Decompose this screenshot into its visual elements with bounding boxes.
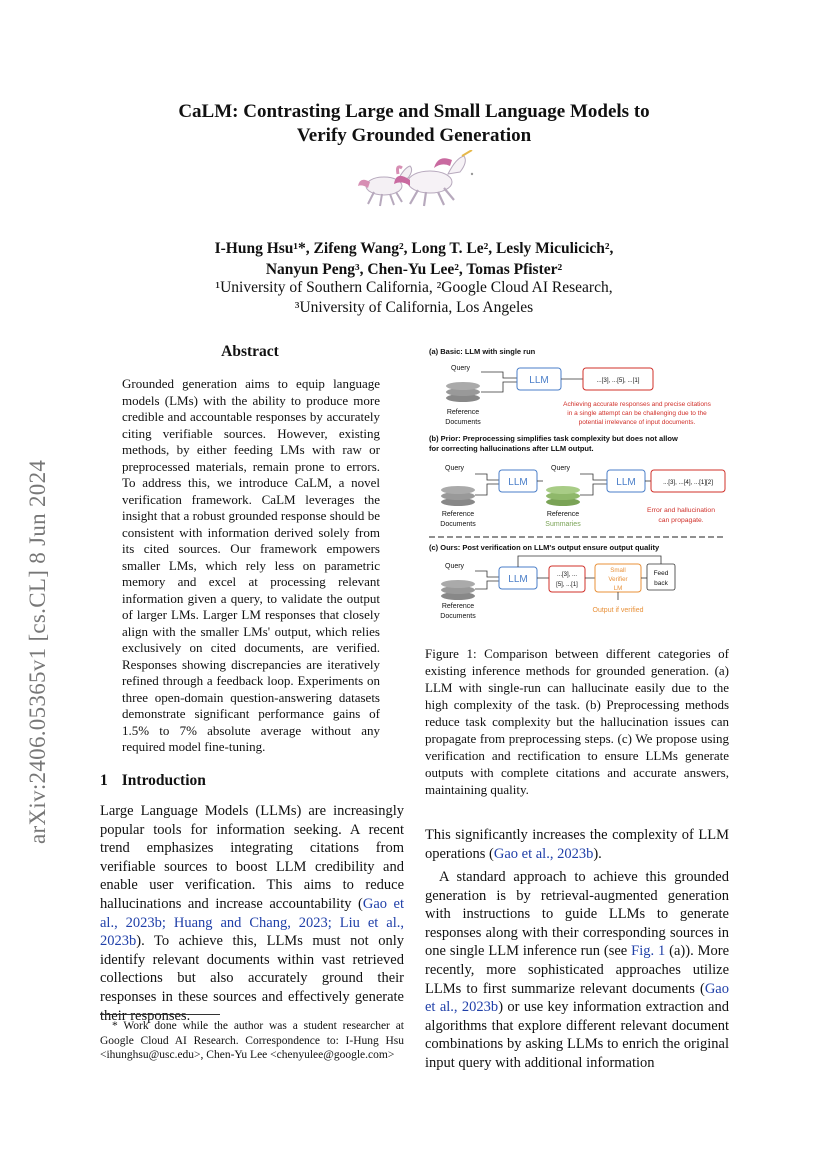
query-label: Query <box>451 365 471 372</box>
affiliations <box>130 278 698 318</box>
panel-a-title: (a) Basic: LLM with single run <box>429 347 536 356</box>
figure-caption: Figure 1: Comparison between different categories of existing inference methods for grounded generation. (a) LLM with single-run can hallucinate easily due to the high complexity of the task. (b) Preprocessing methods reduce task complexity but the hallucination issues can propagate from preprocessing steps. (c) We propose using verification and rectification to ensure LLMs generate outputs with complete citations and accurate answers, maintaining quality. <box>425 646 729 797</box>
right-paragraph-2 <box>425 868 729 1073</box>
reference-label: Reference <box>446 409 480 416</box>
section-title: Introduction <box>121 772 206 789</box>
llm-label: LLM <box>508 574 528 585</box>
query-label-2: Query <box>551 465 571 472</box>
figure-1 <box>425 340 735 625</box>
arrow <box>475 571 499 577</box>
intro-text-a: Large Language Models (LLMs) are increasingly popular tools for information seeking. A recent trend emphasizes integrating citations from verifiable sources to boost LLM credibility and enable user verification. This aims to reduce hallucinations and increase accountability ( <box>100 803 404 912</box>
document-stack-icon <box>441 580 475 600</box>
note-a-2: in a single attempt can be challenging due to the <box>567 410 707 417</box>
output-citations-2: [5], ...[1] <box>556 582 578 588</box>
arrow <box>475 581 499 589</box>
figure-link[interactable]: Fig. 1 <box>631 943 666 960</box>
panel-c-title: (c) Ours: Post verification on LLM's output ensure output quality <box>429 543 660 552</box>
abstract-text: Grounded generation aims to equip language models (LMs) with the ability to produce more credible and accountable responses by accurately citing verifiable sources. However, existing methods, by either feeding LMs with raw or preprocessed materials, remain prone to errors. To address this, we introduce CaLM, a novel verification framework. CaLM leverages the insight that a robust grounded response should be consistent with information derived solely from its cited sources. Our framework empowers smaller LMs, which rely less on parametric memory and excel at processing relevant information given a query, to validate the output of larger LMs. Larger LM responses that closely align with the smaller LMs' output, which relies exclusively on cited documents, are verified. Responses showing discrepancies are iteratively refined through a feedback loop. Experiments on three open-domain question-answering datasets demonstrate significant performance gains of 1.5% to 7% absolute average without any required model fine-tuning. <box>122 376 380 754</box>
right2-text-c: ) or use key information extraction and algorithms that explore different relevant document combinations by asking LLMs to enrich the original input query with additional information <box>425 999 729 1071</box>
right2-text-b: (a)). More recently, more sophisticated approaches utilize LLMs to first summarize relevant documents ( <box>425 943 730 997</box>
note-a-3: potential irrelevance of input documents. <box>578 419 696 426</box>
arxiv-id: arXiv:2406.05365v1 [cs.CL] 8 Jun 2024 <box>25 459 50 844</box>
panel-b-title-2: for correcting hallucinations after LLM output. <box>429 444 594 453</box>
output-citations: ...[3], ...[4], ...[1][2] <box>663 479 713 486</box>
documents-label: Documents <box>440 613 476 620</box>
right-text-b: ). <box>593 845 602 862</box>
note-b-2: can propagate. <box>658 517 704 524</box>
citation-link[interactable]: Gao et al., 2023b <box>425 980 729 1016</box>
summary-stack-icon <box>546 486 580 506</box>
llm-label: LLM <box>508 477 528 488</box>
affiliation-line-1: ¹University of Southern California, ²Google Cloud AI Research, <box>215 279 613 296</box>
reference-label: Reference <box>546 511 580 518</box>
output-citations: ...[3], ...[5], ...[1] <box>596 377 640 384</box>
authors-line-1: I-Hung Hsu¹*, Zifeng Wang², Long T. Le², Lesly Miculicich², <box>214 240 614 257</box>
arrow <box>475 484 499 495</box>
title-line-2: Verify Grounded Generation <box>296 125 532 146</box>
feedback-label-2: back <box>654 580 668 587</box>
summaries-label: Summaries <box>545 521 581 528</box>
unicorn-small <box>358 166 412 206</box>
verifier-label-3: LM <box>613 585 623 592</box>
section-number: 1 <box>100 772 108 789</box>
feedback-label-1: Feed <box>653 570 669 577</box>
intro-text-b: ). To achieve this, LLMs must not only identify relevant documents within vast retrieved collections but also accurately ground their responses in these sources and effectively generate their responses. <box>100 933 404 1024</box>
document-stack-icon <box>446 382 480 402</box>
unicorn-large <box>394 150 472 206</box>
arxiv-sidebar <box>18 378 58 844</box>
arrow <box>481 372 517 378</box>
output-box <box>549 566 585 592</box>
panel-b-title-1: (b) Prior: Preprocessing simplifies task complexity but does not allow <box>429 434 678 443</box>
footnote-rule <box>100 1014 220 1015</box>
note-a-1: Achieving accurate responses and precise citations <box>563 401 711 408</box>
reference-label: Reference <box>441 511 475 518</box>
arrow <box>475 474 499 480</box>
intro-paragraph-1 <box>100 802 404 1025</box>
unicorn-logo <box>352 150 477 210</box>
query-label: Query <box>445 563 465 570</box>
verifier-label-1: Small <box>610 567 626 574</box>
footnote: * Work done while the author was a student researcher at Google Cloud AI Research. Correspondence to: I-Hung Hsu <ihunghsu@usc.edu>, Chen-Yu Lee <chenyulee@google.com> <box>100 1020 404 1061</box>
llm-label: LLM <box>529 375 549 386</box>
affiliation-line-2: ³University of California, Los Angeles <box>294 299 534 316</box>
abstract-heading: Abstract <box>221 343 279 360</box>
right-paragraph-1 <box>425 826 729 863</box>
arrow <box>580 484 607 495</box>
arrow <box>481 382 517 392</box>
output-if-verified: Output if verified <box>592 607 644 614</box>
citation-link[interactable]: Gao et al., 2023b <box>493 845 594 862</box>
verifier-label-2: Verifier <box>608 576 628 583</box>
paper-title <box>100 100 728 148</box>
authors-line-2: Nanyun Peng³, Chen-Yu Lee², Tomas Pfister² <box>265 261 563 278</box>
right-text-a: This significantly increases the complexity of LLM operations ( <box>425 827 729 862</box>
arrow <box>580 474 607 480</box>
reference-label: Reference <box>441 603 475 610</box>
documents-label: Documents <box>440 521 476 528</box>
citation-link[interactable]: Gao et al., 2023b; Huang and Chang, 2023; Liu et al., 2023b <box>100 895 404 950</box>
intro-heading <box>100 772 206 790</box>
author-list <box>130 238 698 280</box>
llm-label: LLM <box>616 477 636 488</box>
query-label: Query <box>445 465 465 472</box>
documents-label: Documents <box>445 419 481 426</box>
right2-text-a: A standard approach to achieve this grounded generation is by retrieval-augmented generation with instructions to guide LLMs to generate responses along with their corresponding sources in one single LLM inference run (see <box>425 869 729 960</box>
output-citations-1: ...[3], ... <box>556 572 578 578</box>
title-line-1: CaLM: Contrasting Large and Small Language Models to <box>178 101 650 122</box>
note-b-1: Error and hallucination <box>646 507 716 514</box>
document-stack-icon <box>441 486 475 506</box>
